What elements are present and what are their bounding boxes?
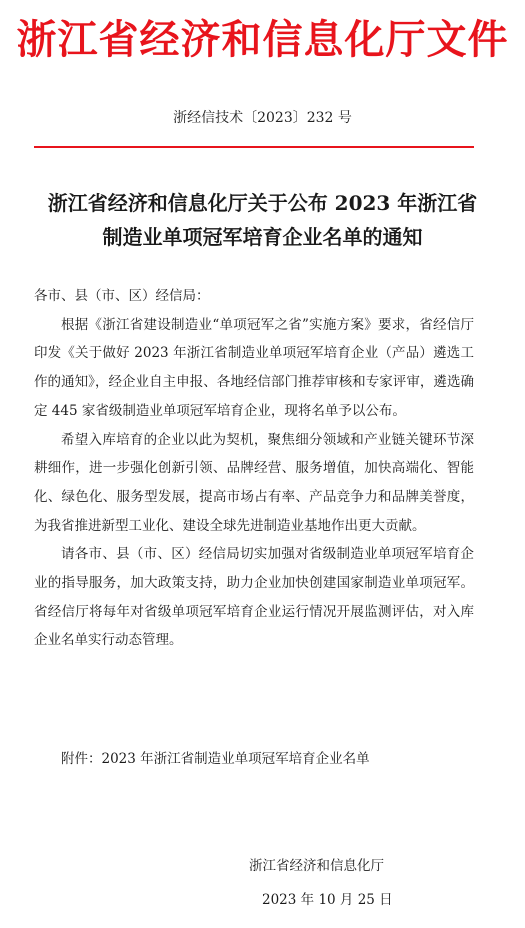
- body-paragraph-3: 请各市、县（市、区）经信局切实加强对省级制造业单项冠军培育企业的指导服务，加大政策支持，助力企业加快创建国家制造业单项冠军。省经信厅将每年对省级单项冠军培育企业运行情况开展监测评估，对入库企业名单实行动态管理。: [34, 546, 474, 649]
- notice-title: [0, 186, 525, 254]
- signing-organization: 浙江省经济和信息化厅: [249, 858, 384, 874]
- document-number: 浙经信技术〔2023〕232 号: [173, 110, 352, 126]
- notice-title-line-2: 制造业单项冠军培育企业名单的通知: [102, 225, 423, 249]
- red-divider-line: [34, 146, 474, 148]
- attachment-line: 附件：2023 年浙江省制造业单项冠军培育企业名单: [61, 751, 370, 767]
- body-paragraph-1: 根据《浙江省建设制造业“单项冠军之省”实施方案》要求，省经信厅印发《关于做好 2023 年浙江省制造业单项冠军培育企业（产品）遴选工作的通知》，经企业自主申报、各地经信部门推荐审核和专家评审，遴选确定 445 家省级制造业单项冠军培育企业，现将名单予以公布。: [34, 316, 474, 419]
- document-header-title: 浙江省经济和信息化厅文件: [16, 17, 509, 63]
- notice-title-line-1: 浙江省经济和信息化厅关于公布 2023 年浙江省: [47, 191, 478, 215]
- body-paragraph-2: 希望入库培育的企业以此为契机，聚焦细分领域和产业链关键环节深耕细作，进一步强化创新引领、品牌经营、服务增值，加快高端化、智能化、绿色化、服务型发展，提高市场占有率、产品竞争力和品牌美誉度，为我省推进新型工业化、建设全球先进制造业基地作出更大贡献。: [34, 431, 474, 534]
- signing-date: 2023 年 10 月 25 日: [262, 892, 393, 908]
- notice-body: [34, 282, 474, 655]
- salutation: 各市、县（市、区）经信局：: [34, 288, 210, 304]
